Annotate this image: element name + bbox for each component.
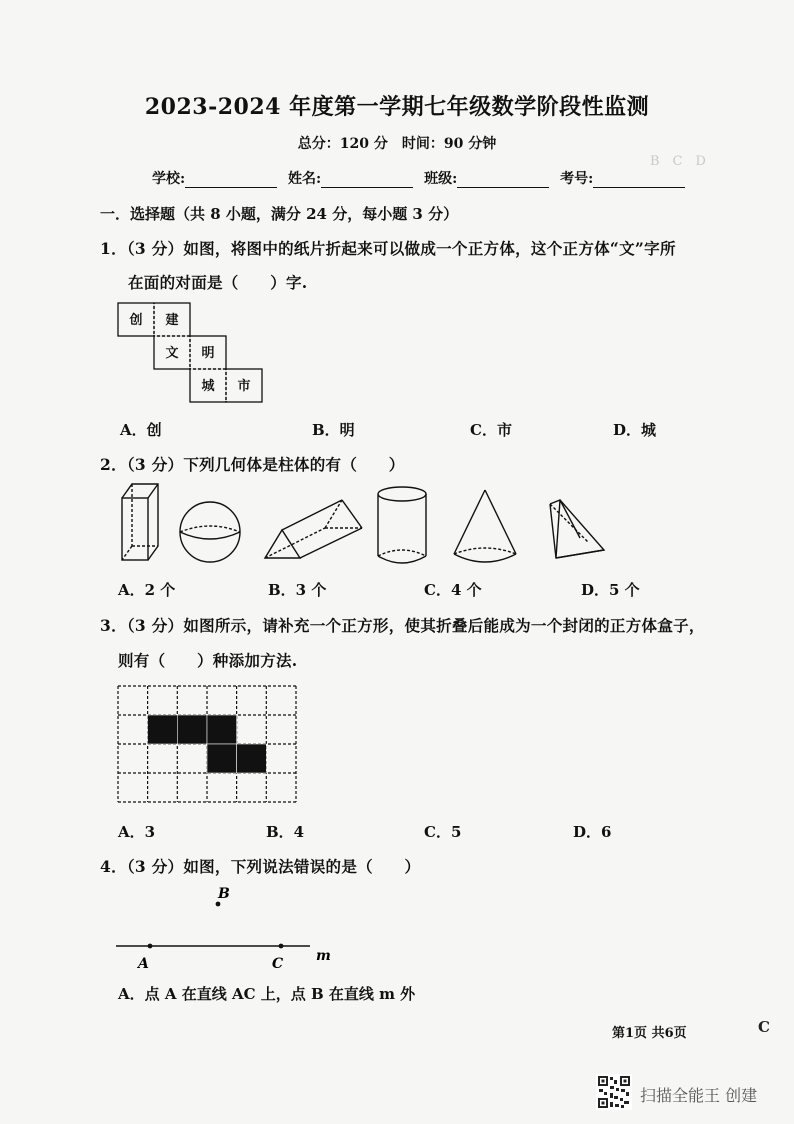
q3-option-c[interactable]: C．5 xyxy=(424,823,462,841)
cuboid-shape xyxy=(122,484,158,560)
q3-option-b[interactable]: B．4 xyxy=(266,823,305,841)
q2-option-b[interactable]: B．3 个 xyxy=(268,581,327,599)
q2-option-a[interactable]: A．2 个 xyxy=(118,581,176,599)
net-cell-6: 市 xyxy=(237,379,251,394)
cylinder-shape xyxy=(378,487,426,563)
bleed-through-mark: B C D xyxy=(650,154,706,169)
exam-no-blank[interactable] xyxy=(593,171,685,188)
label-b: B xyxy=(218,886,230,902)
q1-option-a[interactable]: A．创 xyxy=(120,421,162,439)
school-label: 学校: xyxy=(152,171,186,187)
q2-solids-figure xyxy=(110,480,620,570)
shaded-square xyxy=(148,715,178,744)
q2-option-d[interactable]: D．5 个 xyxy=(581,581,640,599)
name-label: 姓名: xyxy=(288,171,322,187)
exam-subtitle: 总分：120 分 时间：90 分钟 xyxy=(297,136,497,152)
q4-line-figure xyxy=(110,882,350,972)
q3-option-d[interactable]: D．6 xyxy=(573,823,612,841)
q3-stem-line2: 则有（ ）种添加方法. xyxy=(118,651,298,670)
q1-option-b[interactable]: B．明 xyxy=(312,421,355,439)
point-b xyxy=(216,902,221,907)
scanner-watermark: 扫描全能王 创建 xyxy=(640,1086,758,1105)
net-cell-5: 城 xyxy=(201,379,215,394)
shaded-square xyxy=(207,715,237,744)
triangular-pyramid-shape xyxy=(550,500,604,558)
name-blank[interactable] xyxy=(321,171,413,188)
q1-stem-line1: 1．（3 分）如图，将图中的纸片折起来可以做成一个正方体，这个正方体“文”字所 xyxy=(100,239,676,258)
net-cell-3: 文 xyxy=(165,346,179,361)
point-c xyxy=(279,944,284,949)
net-cell-2: 建 xyxy=(165,313,179,328)
net-cell-1: 创 xyxy=(129,313,143,328)
triangular-prism-shape xyxy=(265,500,362,558)
label-m: m xyxy=(316,948,331,964)
exam-no-label: 考号: xyxy=(560,171,594,187)
q3-stem-line1: 3．（3 分）如图所示，请补充一个正方形，使其折叠后能成为一个封闭的正方体盒子， xyxy=(100,616,705,635)
point-a xyxy=(148,944,153,949)
cone-shape xyxy=(454,490,516,562)
page-number: 第1页 共6页 xyxy=(612,1026,687,1041)
q3-grid-figure xyxy=(115,683,300,805)
student-info-row xyxy=(152,168,685,188)
school-blank[interactable] xyxy=(185,171,277,188)
sphere-shape xyxy=(180,502,240,562)
label-a: A xyxy=(138,956,149,972)
section-heading: 一．选择题（共 8 小题，满分 24 分，每小题 3 分） xyxy=(100,205,459,223)
q4-stem: 4．（3 分）如图，下列说法错误的是（ ） xyxy=(100,857,421,876)
label-c: C xyxy=(272,956,284,972)
q3-option-a[interactable]: A．3 xyxy=(118,823,156,841)
q1-cube-net-figure xyxy=(115,300,270,410)
page-title: 2023-2024 年度第一学期七年级数学阶段性监测 xyxy=(144,94,650,120)
q1-stem-line2: 在面的对面是（ ）字. xyxy=(128,273,308,292)
shaded-square xyxy=(177,715,207,744)
class-label: 班级: xyxy=(424,171,458,187)
right-edge-mark: C xyxy=(758,1018,770,1036)
q2-option-c[interactable]: C．4 个 xyxy=(424,581,482,599)
shaded-square xyxy=(237,744,267,773)
shaded-square xyxy=(207,744,237,773)
q2-stem: 2．（3 分）下列几何体是柱体的有（ ） xyxy=(100,455,405,474)
q4-option-a[interactable]: A．点 A 在直线 AC 上，点 B 在直线 m 外 xyxy=(118,985,416,1003)
qr-code-icon xyxy=(596,1074,632,1110)
q1-option-c[interactable]: C．市 xyxy=(470,421,512,439)
net-cell-4: 明 xyxy=(201,346,215,361)
class-blank[interactable] xyxy=(457,171,549,188)
q1-option-d[interactable]: D．城 xyxy=(613,421,657,439)
